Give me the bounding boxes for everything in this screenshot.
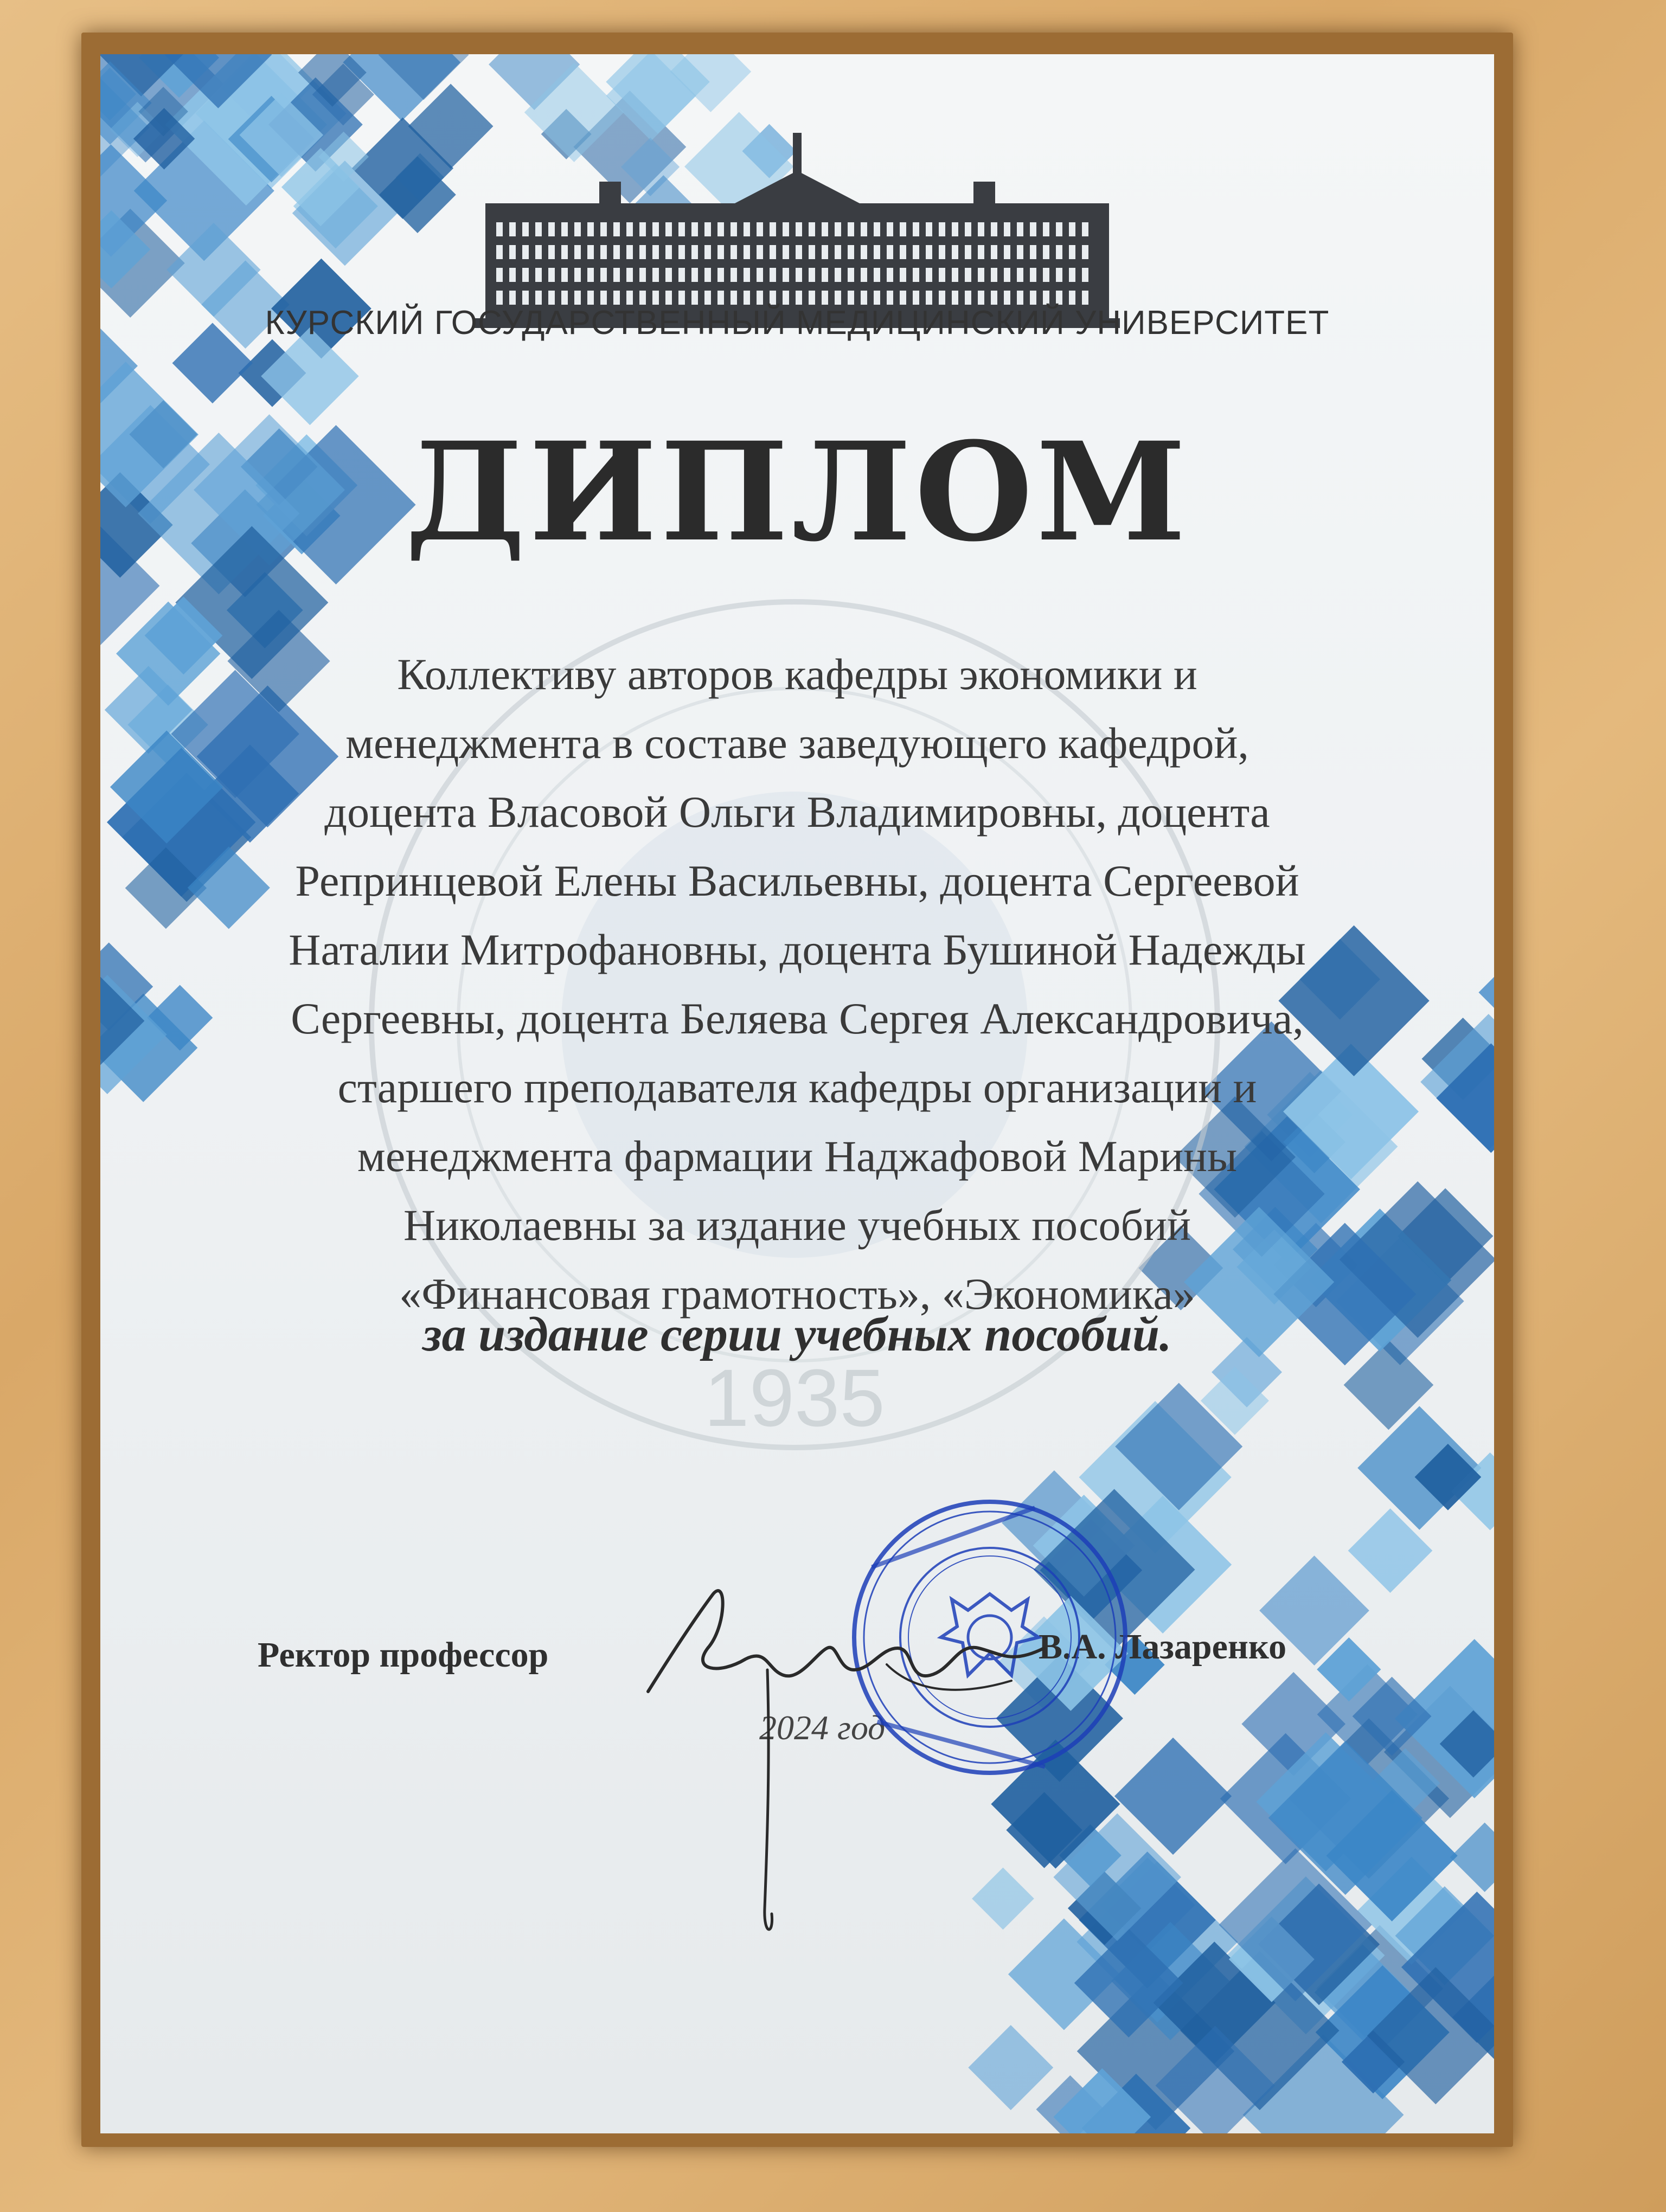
- diploma-title: ДИПЛОМ: [405, 412, 1190, 571]
- body-line: Сергеевны, доцента Беляева Сергея Александровича,: [291, 994, 1304, 1043]
- diploma-paper: [100, 54, 1494, 2133]
- signature-year: 2024 год: [759, 1708, 886, 1747]
- body-line: старшего преподавателя кафедры организации и: [337, 1063, 1257, 1112]
- signatory-name: В.А. Лазаренко: [1039, 1627, 1287, 1667]
- body-line: менеджмента фармации Наджафовой Марины: [357, 1131, 1238, 1181]
- body-line: Коллективу авторов кафедры экономики и: [397, 650, 1197, 699]
- award-reason: за издание серии учебных пособий.: [422, 1308, 1172, 1361]
- body-line: Николаевны за издание учебных пособий: [403, 1200, 1191, 1250]
- body-line: менеджмента в составе заведующего кафедрой,: [345, 718, 1249, 768]
- body-line: Репринцевой Елены Васильевны, доцента Сергеевой: [295, 856, 1299, 905]
- diploma-body: [279, 640, 1315, 1328]
- signatory-title: Ректор профессор: [258, 1635, 549, 1675]
- signature-icon: [632, 1486, 1120, 1973]
- body-line: «Финансовая грамотность», «Экономика»: [399, 1269, 1195, 1319]
- body-line: Наталии Митрофановны, доцента Бушиной Надежды: [289, 925, 1306, 974]
- body-line: доцента Власовой Ольги Владимировны, доцента: [324, 787, 1270, 837]
- university-name: КУРСКИЙ ГОСУДАРСТВЕННЫЙ МЕДИЦИНСКИЙ УНИВЕРСИТЕТ: [265, 304, 1330, 342]
- watermark-year: 1935: [704, 1352, 885, 1443]
